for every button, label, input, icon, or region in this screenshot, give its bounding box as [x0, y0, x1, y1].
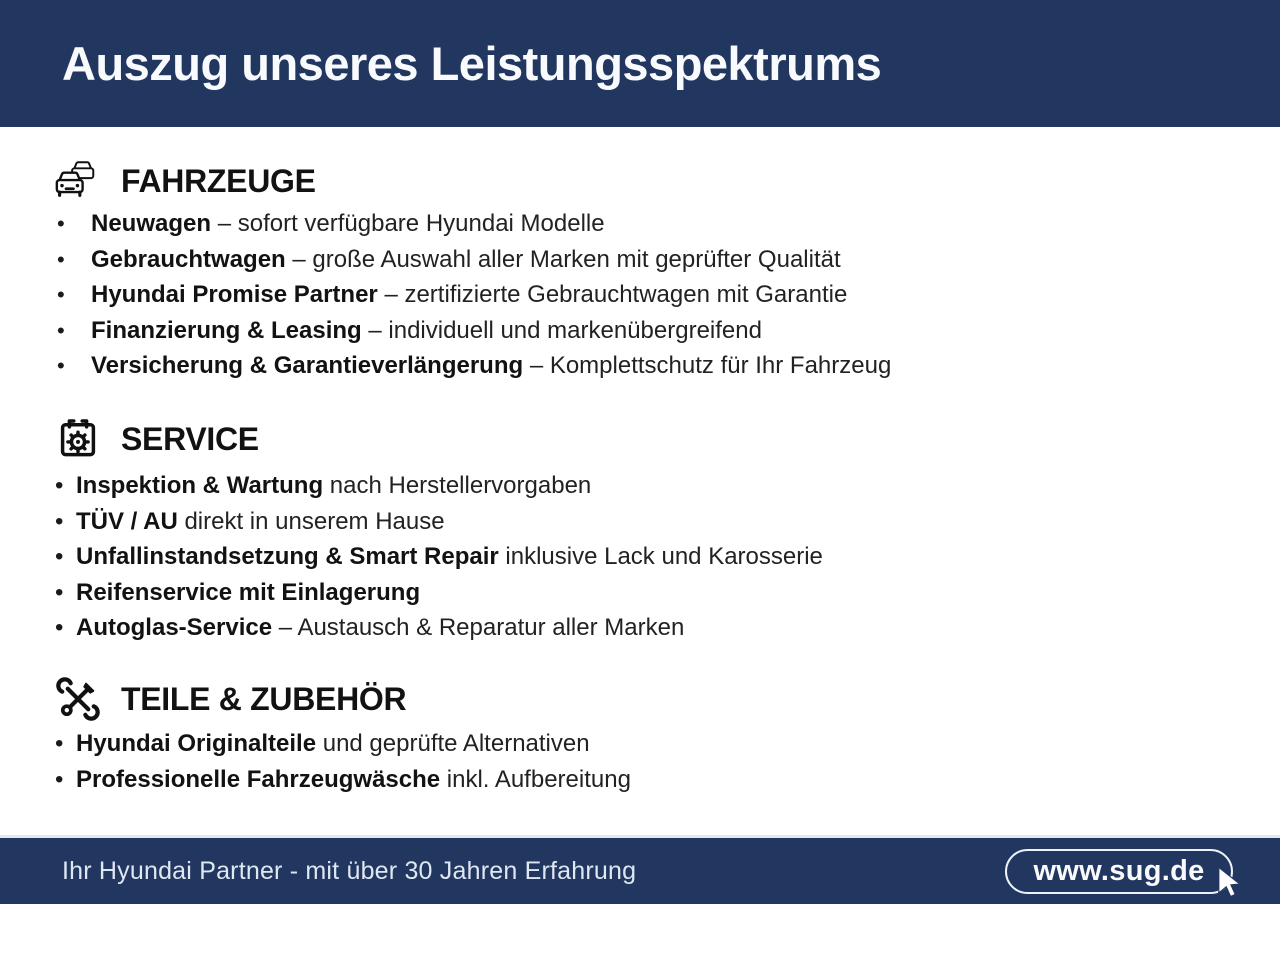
section-heading-service [55, 416, 259, 462]
list-item: • Professionelle Fahrzeugwäsche inkl. Aufbereitung [55, 762, 631, 798]
fahrzeuge-list [55, 206, 891, 384]
list-item: • Unfallinstandsetzung & Smart Repair inklusive Lack und Karosserie [55, 539, 823, 575]
list-item: • Neuwagen – sofort verfügbare Hyundai Modelle [55, 206, 891, 242]
list-item: • Finanzierung & Leasing – individuell und markenübergreifend [55, 313, 891, 349]
tools-icon [55, 676, 101, 722]
list-item: • Hyundai Promise Partner – zertifizierte Gebrauchtwagen mit Garantie [55, 277, 891, 313]
website-link[interactable] [1005, 849, 1233, 894]
service-list [55, 468, 823, 646]
cars-icon [55, 158, 101, 204]
footer-bar [0, 838, 1280, 904]
website-url: www.sug.de [1033, 855, 1205, 887]
teile-list [55, 726, 631, 797]
list-item: • Gebrauchtwagen – große Auswahl aller Marken mit geprüfter Qualität [55, 242, 891, 278]
list-item: • Versicherung & Garantieverlängerung – Komplettschutz für Ihr Fahrzeug [55, 348, 891, 384]
section-heading-teile [55, 676, 406, 722]
footer-tagline: Ihr Hyundai Partner - mit über 30 Jahren Erfahrung [62, 856, 637, 885]
list-item: • Hyundai Originalteile und geprüfte Alternativen [55, 726, 631, 762]
page-title: Auszug unseres Leistungsspektrums [62, 37, 882, 90]
section-heading-fahrzeuge [55, 158, 316, 204]
section-title: FAHRZEUGE [121, 162, 316, 199]
list-item: • TÜV / AU direkt in unserem Hause [55, 504, 823, 540]
calendar-gear-icon [55, 416, 101, 462]
list-item: • Reifenservice mit Einlagerung [55, 575, 823, 611]
section-title: SERVICE [121, 420, 259, 457]
list-item: • Inspektion & Wartung nach Herstellervorgaben [55, 468, 823, 504]
list-item: • Autoglas-Service – Austausch & Reparatur aller Marken [55, 610, 823, 646]
section-title: TEILE & ZUBEHÖR [121, 680, 407, 717]
header-bar [0, 0, 1280, 127]
